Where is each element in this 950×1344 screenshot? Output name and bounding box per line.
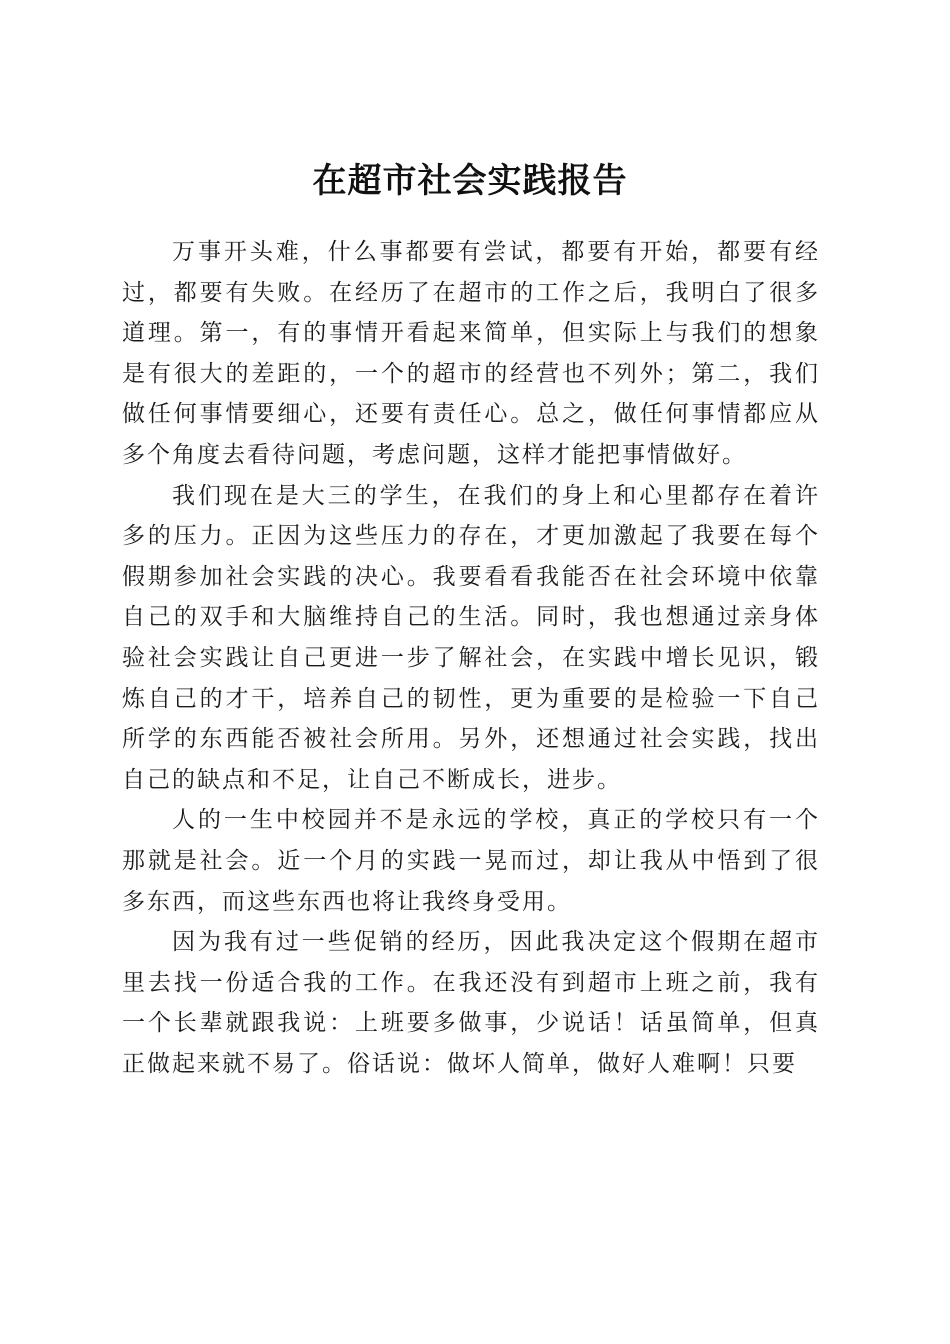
document-body <box>122 232 820 1084</box>
document-title: 在超市社会实践报告 <box>312 160 628 201</box>
paragraph-3: 人的一生中校园并不是永远的学校，真正的学校只有一个那就是社会。近一个月的实践一晃而过，却让我从中悟到了很多东西，而这些东西也将让我终身受用。 <box>122 807 820 915</box>
paragraph-2: 我们现在是大三的学生，在我们的身上和心里都存在着许多的压力。正因为这些压力的存在，才更加激起了我要在每个假期参加社会实践的决心。我要看看我能否在社会环境中依靠自己的双手和大脑维持自己的生活。同时，我也想通过亲身体验社会实践让自己更进一步了解社会，在实践中增长见识，锻炼自己的才干，培养自己的韧性，更为重要的是检验一下自己所学的东西能否被社会所用。另外，还想通过社会实践，找出自己的缺点和不足，让自己不断成长，进步。 <box>122 482 820 793</box>
paragraph-1: 万事开头难，什么事都要有尝试，都要有开始，都要有经过，都要有失败。在经历了在超市的工作之后，我明白了很多道理。第一，有的事情开看起来简单，但实际上与我们的想象是有很大的差距的，一个的超市的经营也不列外；第二，我们做任何事情要细心，还要有责任心。总之，做任何事情都应从多个角度去看待问题，考虑问题，这样才能把事情做好。 <box>122 239 820 468</box>
paragraph-4: 因为我有过一些促销的经历，因此我决定这个假期在超市里去找一份适合我的工作。在我还没有到超市上班之前，我有一个长辈就跟我说：上班要多做事，少说话！话虽简单，但真正做起来就不易了。俗话说：做坏人简单，做好人难啊！只要 <box>122 929 820 1077</box>
